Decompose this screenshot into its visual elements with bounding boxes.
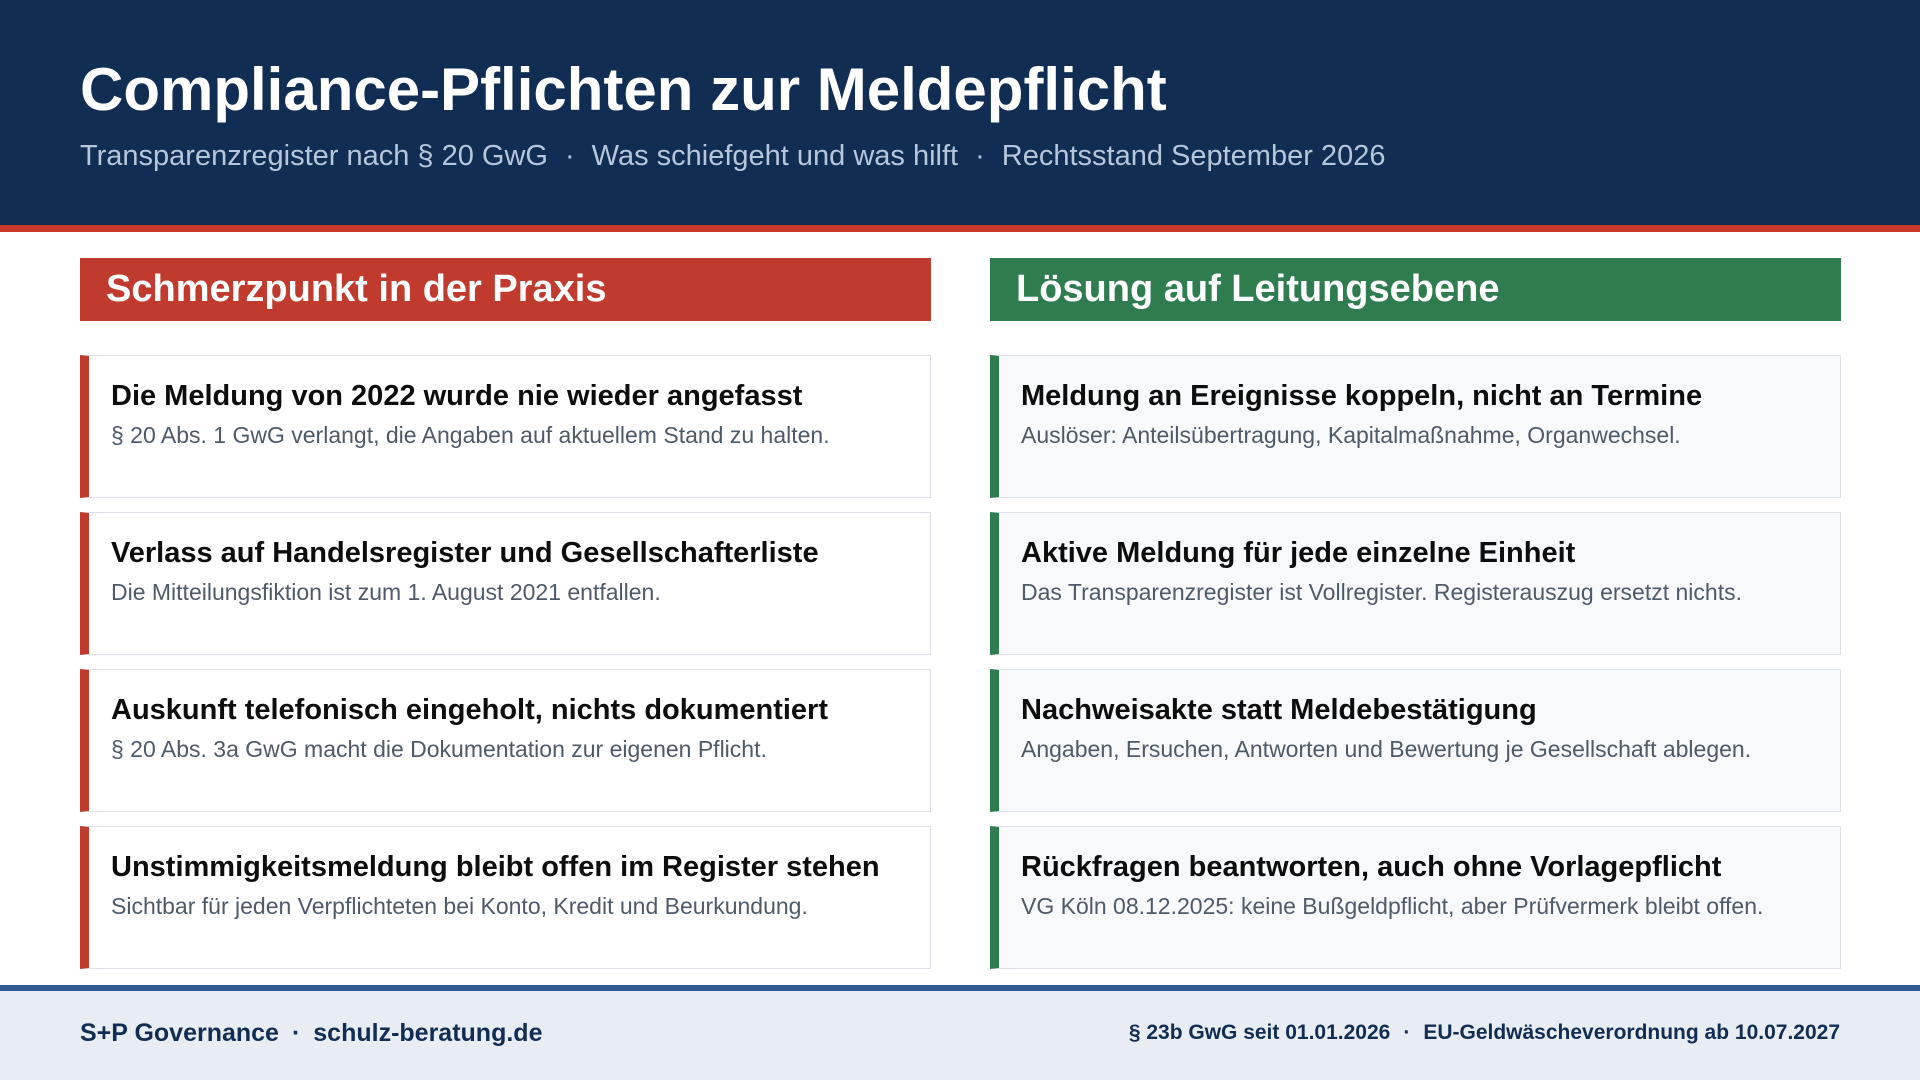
footer-legal-notes xyxy=(1129,991,1840,1075)
footer-brand-group xyxy=(80,991,542,1075)
page-title: Compliance-Pflichten zur Meldepflicht xyxy=(80,56,1167,123)
footer-website-link[interactable]: schulz-beratung.de xyxy=(313,1019,543,1047)
footer-note-eu-regulation: EU-Geldwäscheverordnung ab 10.07.2027 xyxy=(1423,1021,1840,1044)
card-title: Meldung an Ereignisse koppeln, nicht an Termine xyxy=(1021,380,1703,412)
card-title: Unstimmigkeitsmeldung bleibt offen im Register stehen xyxy=(111,851,880,883)
solutions-column xyxy=(990,258,1841,983)
card-text: Das Transparenzregister ist Vollregister. Registerauszug ersetzt nichts. xyxy=(1021,579,1742,605)
header-banner xyxy=(0,0,1920,232)
solution-card xyxy=(990,512,1841,655)
solutions-list xyxy=(990,355,1841,969)
pain-point-card xyxy=(80,512,931,655)
solution-card xyxy=(990,355,1841,498)
card-text: Die Mitteilungsfiktion ist zum 1. August 2021 entfallen. xyxy=(111,579,661,605)
card-text: Auslöser: Anteilsübertragung, Kapitalmaßnahme, Organwechsel. xyxy=(1021,422,1681,448)
card-text: § 20 Abs. 1 GwG verlangt, die Angaben auf aktuellem Stand zu halten. xyxy=(111,422,830,448)
pain-points-heading: Schmerzpunkt in der Praxis xyxy=(80,258,931,321)
solutions-heading: Lösung auf Leitungsebene xyxy=(990,258,1841,321)
pain-point-card xyxy=(80,355,931,498)
subtitle-separator: · xyxy=(564,140,575,172)
card-title: Aktive Meldung für jede einzelne Einheit xyxy=(1021,537,1576,569)
pain-points-list xyxy=(80,355,931,969)
solution-card xyxy=(990,669,1841,812)
card-text: VG Köln 08.12.2025: keine Bußgeldpflicht, aber Prüfvermerk bleibt offen. xyxy=(1021,893,1764,919)
card-title: Die Meldung von 2022 wurde nie wieder angefasst xyxy=(111,380,803,412)
subtitle-focus: Was schiefgeht und was hilft xyxy=(591,140,959,172)
card-title: Nachweisakte statt Meldebestätigung xyxy=(1021,694,1537,726)
card-title: Auskunft telefonisch eingeholt, nichts dokumentiert xyxy=(111,694,828,726)
card-text: Sichtbar für jeden Verpflichteten bei Konto, Kredit und Beurkundung. xyxy=(111,893,808,919)
footer-brand: S+P Governance xyxy=(80,1019,279,1047)
card-text: Angaben, Ersuchen, Antworten und Bewertung je Gesellschaft ablegen. xyxy=(1021,736,1752,762)
pain-point-card xyxy=(80,826,931,969)
footer-bar xyxy=(0,985,1920,1080)
solution-card xyxy=(990,826,1841,969)
footer-separator: · xyxy=(1403,1021,1411,1044)
pain-points-column xyxy=(80,258,931,983)
footer-note-gwg: § 23b GwG seit 01.01.2026 xyxy=(1128,1021,1391,1044)
subtitle-legal-status: Rechtsstand September 2026 xyxy=(1001,140,1386,172)
card-title: Verlass auf Handelsregister und Gesellschafterliste xyxy=(111,537,819,569)
subtitle-topic: Transparenzregister nach § 20 GwG xyxy=(80,140,548,172)
pain-point-card xyxy=(80,669,931,812)
subtitle-separator: · xyxy=(975,140,985,172)
page-subtitle xyxy=(80,137,1385,175)
card-text: § 20 Abs. 3a GwG macht die Dokumentation zur eigenen Pflicht. xyxy=(111,736,767,762)
footer-separator: · xyxy=(291,1019,301,1047)
card-title: Rückfragen beantworten, auch ohne Vorlagepflicht xyxy=(1021,851,1722,883)
